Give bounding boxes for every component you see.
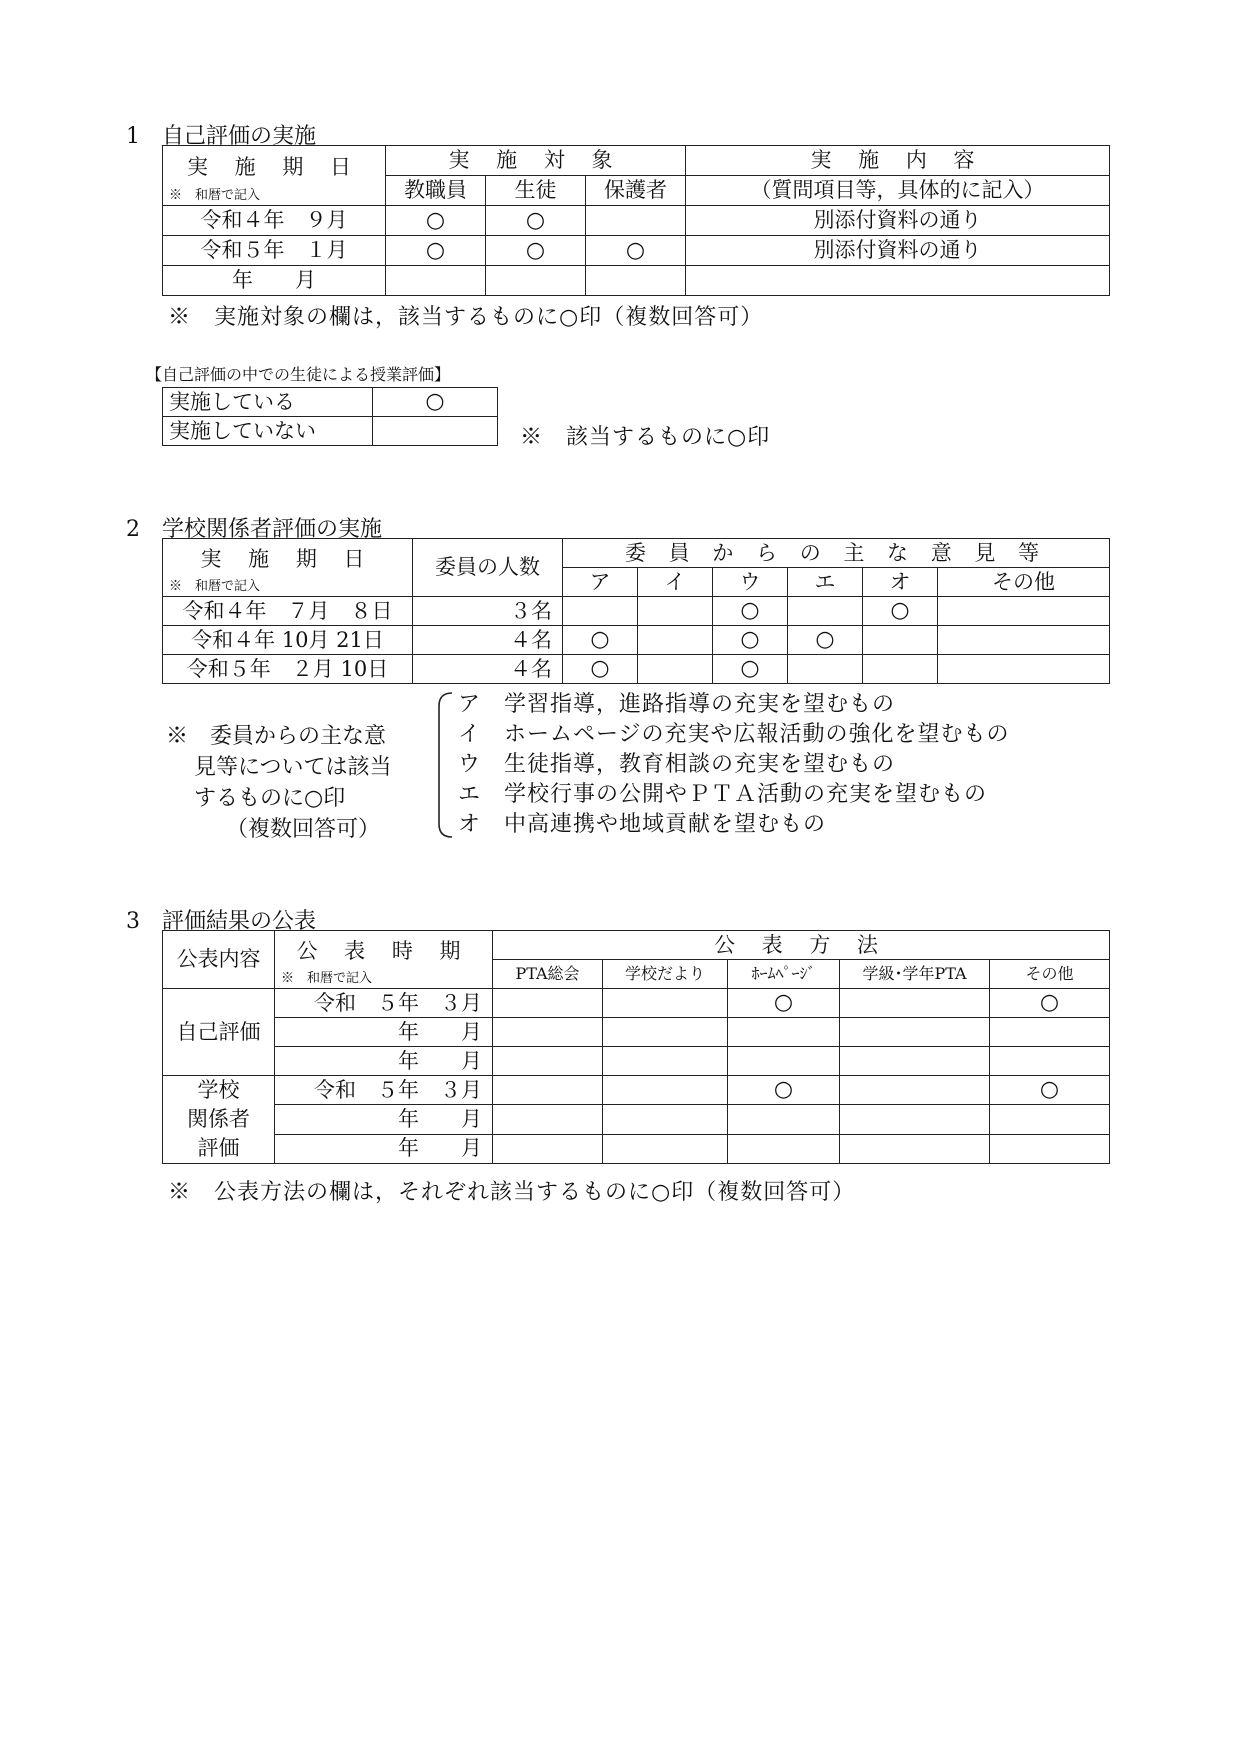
- content-label: 自己評価: [163, 989, 275, 1076]
- mark-cell: [493, 1134, 603, 1163]
- opinion-col-e: エ: [788, 568, 863, 597]
- mark-cell: [840, 1018, 990, 1047]
- table-row: [163, 1018, 1110, 1047]
- mark-cell: ○: [728, 989, 840, 1018]
- period-cell: 年 月: [275, 1018, 493, 1047]
- method-header: 公 表 方 法: [493, 931, 1110, 960]
- opinions-note-line: ※ 委員からの主な意: [166, 724, 387, 749]
- mark-cell: [493, 1018, 603, 1047]
- mark-cell: [840, 1105, 990, 1134]
- date-header-note: ※ 和暦で記入: [169, 188, 261, 203]
- mark-cell: [638, 655, 713, 684]
- mark-cell: ○: [863, 597, 938, 626]
- period-cell: 年 月: [275, 1047, 493, 1076]
- target-header: 実 施 対 象: [386, 146, 686, 176]
- mark-cell: [603, 1018, 728, 1047]
- opinions-note: [166, 721, 392, 845]
- table-row: [163, 266, 1110, 296]
- opinions-note-line: 見等については該当: [194, 755, 392, 780]
- mark-cell: [938, 597, 1110, 626]
- mark-cell: [990, 1047, 1110, 1076]
- publication-table: [162, 930, 1110, 1164]
- mark-cell: [990, 1018, 1110, 1047]
- opinions-header: 委 員 か ら の 主 な 意 見 等: [563, 539, 1110, 568]
- opinions-legend: [458, 690, 1010, 840]
- mark-cell: ○: [728, 1076, 840, 1105]
- content-cell: 別添付資料の通り: [686, 236, 1110, 266]
- mark-cell: [586, 206, 686, 236]
- content-label-line: 評価: [197, 1136, 240, 1160]
- mark-cell: ○: [386, 236, 486, 266]
- mark-cell: [493, 1105, 603, 1134]
- date-cell: 令和４年 ７月 ８日: [163, 597, 413, 626]
- table-row: [163, 1134, 1110, 1163]
- count-cell: ４名: [413, 626, 563, 655]
- period-cell: 令和 ５年 ３月: [275, 1076, 493, 1105]
- method-homepage: ﾎｰﾑﾍﾟｰｼﾞ: [728, 960, 840, 989]
- opinion-col-i: イ: [638, 568, 713, 597]
- mark-cell: [493, 1076, 603, 1105]
- period-cell: 年 月: [275, 1105, 493, 1134]
- mark-cell: [563, 597, 638, 626]
- table-row: [163, 655, 1110, 684]
- count-cell: ４名: [413, 655, 563, 684]
- mark-cell: [840, 989, 990, 1018]
- method-other: その他: [990, 960, 1110, 989]
- mark-cell: ○: [586, 236, 686, 266]
- opinion-col-u: ウ: [713, 568, 788, 597]
- mark-cell: [788, 655, 863, 684]
- opinion-col-o: オ: [863, 568, 938, 597]
- mark-cell: [990, 1105, 1110, 1134]
- mark-cell: ○: [713, 655, 788, 684]
- lesson-eval-heading: 【自己評価の中での生徒による授業評価】: [146, 365, 451, 384]
- mark-cell: [728, 1047, 840, 1076]
- legend-item: ウ 生徒指導，教育相談の充実を望むもの: [458, 752, 896, 777]
- mark-cell: ○: [486, 236, 586, 266]
- mark-cell: [603, 1105, 728, 1134]
- mark-cell: [603, 989, 728, 1018]
- date-cell: 令和５年 ２月 10日: [163, 655, 413, 684]
- mark-cell: ○: [386, 206, 486, 236]
- content-header: 公表内容: [163, 931, 275, 989]
- period-cell: 年 月: [275, 1134, 493, 1163]
- date-header: 実 施 期 日 ※ 和暦で記入: [163, 146, 386, 206]
- mark-cell: [840, 1076, 990, 1105]
- section3-note: ※ 公表方法の欄は，それぞれ該当するものに○印（複数回答可）: [168, 1180, 856, 1205]
- period-header-note: ※ 和暦で記入: [281, 971, 373, 986]
- mark-cell: [840, 1134, 990, 1163]
- legend-item: オ 中高連携や地域貢献を望むもの: [458, 812, 827, 837]
- self-evaluation-table: [162, 145, 1110, 296]
- table-row: [163, 1105, 1110, 1134]
- legend-item: イ ホームページの充実や広報活動の強化を望むもの: [458, 722, 1010, 747]
- mark-cell: [493, 989, 603, 1018]
- date-header-note: ※ 和暦で記入: [169, 579, 261, 594]
- mark-cell: [586, 266, 686, 296]
- content-label-line: 学校: [197, 1078, 240, 1102]
- section2-heading: 2 学校関係者評価の実施: [126, 517, 382, 542]
- mark-cell: [373, 417, 498, 446]
- section3-heading: 3 評価結果の公表: [126, 909, 316, 934]
- mark-cell: [863, 626, 938, 655]
- members-header: 委員の人数: [413, 539, 563, 597]
- content-label-line: 関係者: [187, 1107, 250, 1131]
- content-subheader: （質問項目等，具体的に記入）: [686, 176, 1110, 206]
- method-pta: PTA総会: [493, 960, 603, 989]
- mark-cell: ○: [990, 1076, 1110, 1105]
- target-staff-header: 教職員: [386, 176, 486, 206]
- content-header: 実 施 内 容: [686, 146, 1110, 176]
- mark-cell: [486, 266, 586, 296]
- method-newsletter: 学校だより: [603, 960, 728, 989]
- mark-cell: [788, 597, 863, 626]
- date-cell: 令和４年 10月 21日: [163, 626, 413, 655]
- count-cell: ３名: [413, 597, 563, 626]
- target-parent-header: 保護者: [586, 176, 686, 206]
- lesson-eval-table: [162, 387, 498, 446]
- mark-cell: ○: [713, 626, 788, 655]
- lesson-eval-label: 実施している: [163, 388, 373, 417]
- section1-heading: 1 自己評価の実施: [126, 124, 316, 149]
- mark-cell: [493, 1047, 603, 1076]
- legend-item: ア 学習指導，進路指導の充実を望むもの: [458, 692, 896, 717]
- opinions-note-line: （複数回答可）: [226, 817, 381, 842]
- lesson-eval-note: ※ 該当するものに○印: [520, 425, 771, 450]
- opinion-col-other: その他: [938, 568, 1110, 597]
- legend-item: エ 学校行事の公開やＰＴＡ活動の充実を望むもの: [458, 782, 988, 807]
- target-student-header: 生徒: [486, 176, 586, 206]
- opinions-note-line: するものに○印: [194, 786, 346, 811]
- table-row: [163, 1076, 1110, 1105]
- lesson-eval-label: 実施していない: [163, 417, 373, 446]
- table-row: [163, 417, 498, 446]
- mark-cell: ○: [990, 989, 1110, 1018]
- legend-brace: [432, 690, 454, 840]
- table-row: [163, 206, 1110, 236]
- mark-cell: [603, 1076, 728, 1105]
- mark-cell: ○: [563, 655, 638, 684]
- mark-cell: [603, 1047, 728, 1076]
- mark-cell: [638, 626, 713, 655]
- mark-cell: [990, 1134, 1110, 1163]
- table-row: [163, 989, 1110, 1018]
- method-class-pta: 学級･学年PTA: [840, 960, 990, 989]
- table-row: [163, 1047, 1110, 1076]
- content-cell: [686, 266, 1110, 296]
- mark-cell: [728, 1134, 840, 1163]
- mark-cell: [938, 655, 1110, 684]
- school-stakeholder-table: [162, 538, 1110, 684]
- mark-cell: ○: [788, 626, 863, 655]
- mark-cell: [863, 655, 938, 684]
- mark-cell: [728, 1105, 840, 1134]
- opinion-col-a: ア: [563, 568, 638, 597]
- content-cell: 別添付資料の通り: [686, 206, 1110, 236]
- mark-cell: [728, 1018, 840, 1047]
- table-row: [163, 236, 1110, 266]
- mark-cell: ○: [486, 206, 586, 236]
- date-cell: 令和５年 １月: [163, 236, 386, 266]
- table-row: [163, 388, 498, 417]
- content-label: [163, 1076, 275, 1164]
- mark-cell: [603, 1134, 728, 1163]
- mark-cell: [386, 266, 486, 296]
- period-header: 公 表 時 期 ※ 和暦で記入: [275, 931, 493, 989]
- table-row: [163, 626, 1110, 655]
- mark-cell: ○: [563, 626, 638, 655]
- period-cell: 令和 ５年 ３月: [275, 989, 493, 1018]
- date-cell: 年 月: [163, 266, 386, 296]
- mark-cell: ○: [373, 388, 498, 417]
- mark-cell: ○: [713, 597, 788, 626]
- mark-cell: [638, 597, 713, 626]
- mark-cell: [840, 1047, 990, 1076]
- date-cell: 令和４年 ９月: [163, 206, 386, 236]
- date-header: 実 施 期 日 ※ 和暦で記入: [163, 539, 413, 597]
- mark-cell: [938, 626, 1110, 655]
- table-row: [163, 597, 1110, 626]
- section1-note: ※ 実施対象の欄は，該当するものに○印（複数回答可）: [168, 305, 764, 330]
